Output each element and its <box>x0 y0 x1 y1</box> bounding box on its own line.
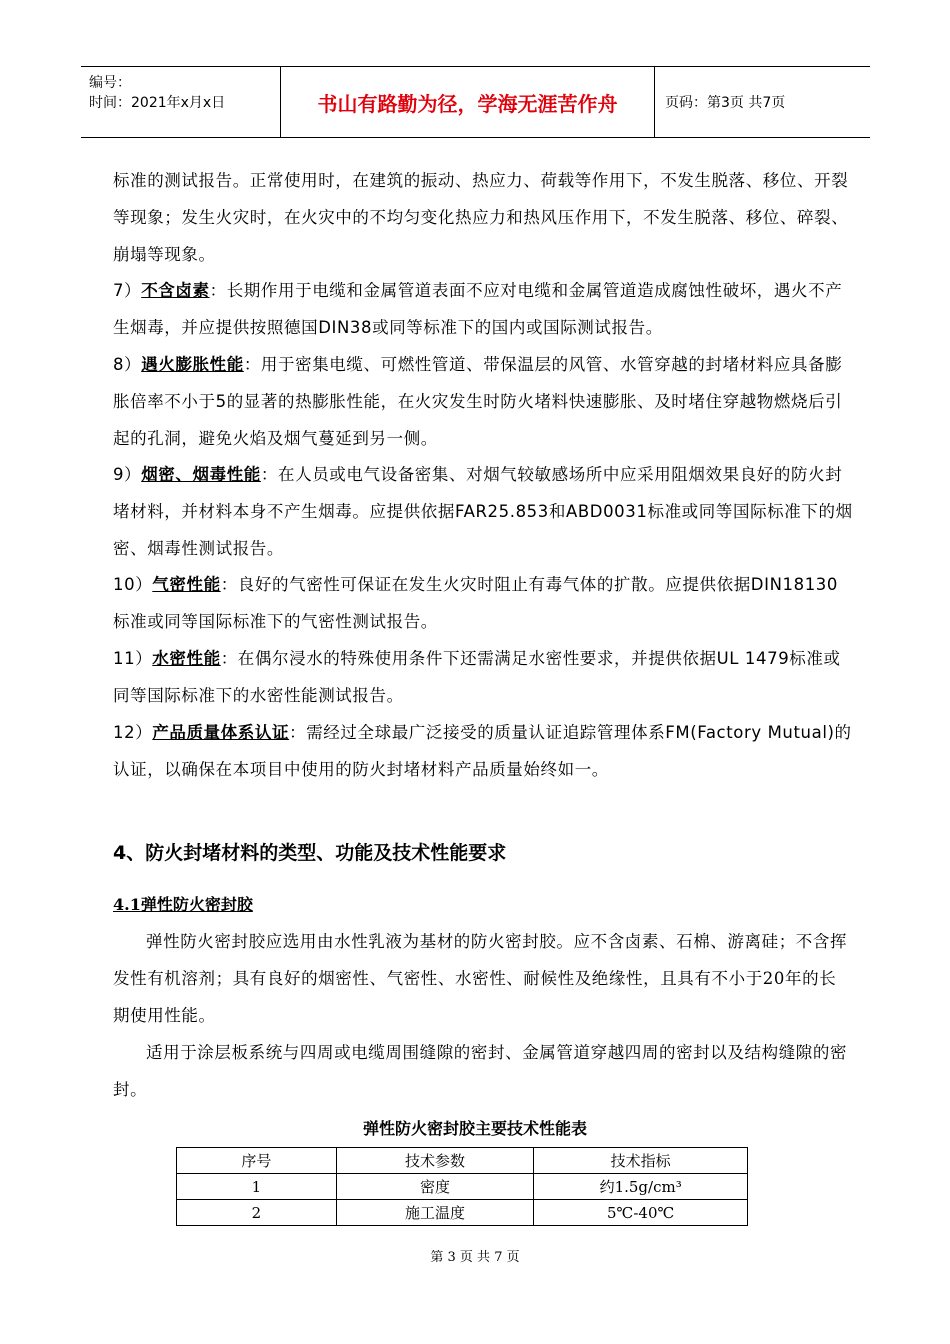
item-9-title: 烟密、烟毒性能 <box>141 465 261 484</box>
table-row <box>177 1200 748 1226</box>
section-4-1-paragraph-1: 弹性防火密封胶应选用由水性乳液为基材的防火密封胶。应不含卤素、石棉、游离硅；不含挥发性有机溶剂；具有良好的烟密性、气密性、水密性、耐候性及绝缘性，且具有不小于20年的长期使用性能。 <box>113 932 848 1025</box>
item-8-title: 遇火膨胀性能 <box>141 355 244 374</box>
table-header-cell: 技术参数 <box>336 1148 534 1174</box>
item-11 <box>113 640 853 714</box>
section-4-1-heading: 4.1弹性防火密封胶 <box>113 895 253 914</box>
section-4-heading: 4、防火封堵材料的类型、功能及技术性能要求 <box>113 842 507 864</box>
item-7 <box>113 272 853 346</box>
item-12-title: 产品质量体系认证 <box>152 723 290 742</box>
item-7-body: ：长期作用于电缆和金属管道表面不应对电缆和金属管道造成腐蚀性破坏，遇火不产生烟毒，并应提供按照德国DIN38或同等标准下的国内或国际测试报告。 <box>113 281 843 337</box>
item-12 <box>113 714 853 788</box>
item-9-body: ：在人员或电气设备密集、对烟气较敏感场所中应采用阻烟效果良好的防火封堵材料，并材料本身不产生烟毒。应提供依据FAR25.853和ABD0031标准或同等国际标准下的烟密、烟毒性测试报告。 <box>113 465 853 558</box>
header-motto: 书山有路勤为径，学海无涯苦作舟 <box>281 67 655 137</box>
table-header-cell: 技术指标 <box>534 1148 748 1174</box>
item-8 <box>113 346 853 457</box>
table-header-cell: 序号 <box>177 1148 337 1174</box>
spec-table <box>176 1147 748 1226</box>
table-cell: 2 <box>177 1200 337 1226</box>
item-8-body: ：用于密集电缆、可燃性管道、带保温层的风管、水管穿越的封堵材料应具备膨胀倍率不小于5的显著的热膨胀性能，在火灾发生时防火堵料快速膨胀、及时堵住穿越物燃烧后引起的孔洞，避免火焰及烟气蔓延到另一侧。 <box>113 355 843 448</box>
item-11-title: 水密性能 <box>152 649 221 668</box>
item-9 <box>113 456 853 567</box>
header-meta <box>81 67 281 137</box>
item-10 <box>113 566 853 640</box>
item-7-title: 不含卤素 <box>141 281 210 300</box>
item-12-body: ：需经过全球最广泛接受的质量认证追踪管理体系FM(Factory Mutual)的认证，以确保在本项目中使用的防火封堵材料产品质量始终如一。 <box>113 723 852 779</box>
header-page-label: 页码：第3页 共7页 <box>665 95 786 111</box>
table-cell: 5℃-40℃ <box>534 1200 748 1226</box>
item-10-number: 10） <box>113 575 153 594</box>
number-label: 编号： <box>89 75 131 91</box>
paragraph-continuation: 标准的测试报告。正常使用时，在建筑的振动、热应力、荷载等作用下，不发生脱落、移位、开裂等现象；发生火灾时，在火灾中的不均匀变化热应力和热风压作用下，不发生脱落、移位、碎裂、崩塌等现象。 <box>113 171 849 264</box>
section-4-1-paragraph-2: 适用于涂层板系统与四周或电缆周围缝隙的密封、金属管道穿越四周的密封以及结构缝隙的密封。 <box>113 1043 848 1099</box>
table-header-row <box>177 1148 748 1174</box>
table-cell: 密度 <box>336 1174 534 1200</box>
item-10-body: ：良好的气密性可保证在发生火灾时阻止有毒气体的扩散。应提供依据DIN18130标准或同等国际标准下的气密性测试报告。 <box>113 575 839 631</box>
item-8-number: 8） <box>113 355 142 374</box>
table-cell: 1 <box>177 1174 337 1200</box>
item-10-title: 气密性能 <box>152 575 221 594</box>
time-label: 时间：2021年x月x日 <box>89 95 226 111</box>
table-cell: 施工温度 <box>336 1200 534 1226</box>
item-7-number: 7） <box>113 281 142 300</box>
table-cell: 约1.5g/cm³ <box>534 1174 748 1200</box>
item-11-body: ：在偶尔浸水的特殊使用条件下还需满足水密性要求，并提供依据UL 1479标准或同等国际标准下的水密性能测试报告。 <box>113 649 841 705</box>
item-11-number: 11） <box>113 649 153 668</box>
page-footer: 第 3 页 共 7 页 <box>430 1250 520 1265</box>
table-row <box>177 1174 748 1200</box>
item-9-number: 9） <box>113 465 142 484</box>
item-12-number: 12） <box>113 723 153 742</box>
page-header <box>81 66 870 138</box>
table-caption: 弹性防火密封胶主要技术性能表 <box>362 1119 587 1138</box>
